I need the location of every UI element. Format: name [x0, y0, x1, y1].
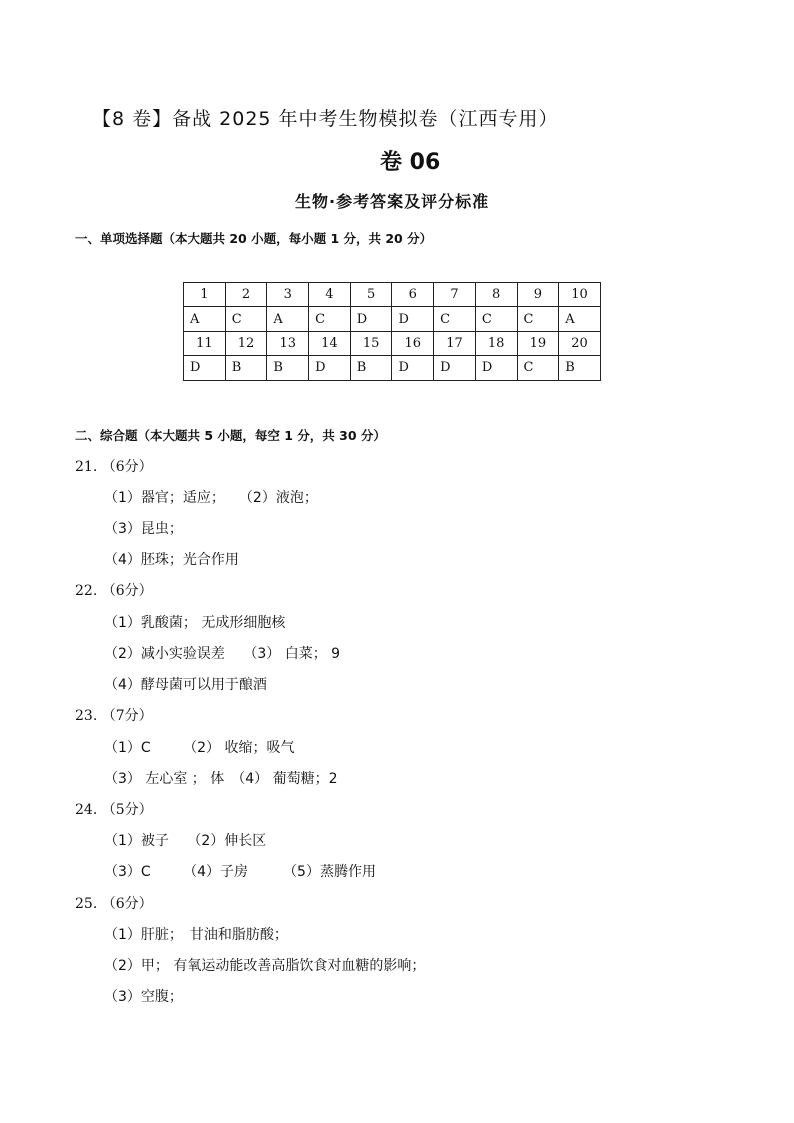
answer-line: （4）酵母菌可以用于酿酒 — [104, 677, 267, 693]
question-number: 18 — [475, 331, 517, 355]
answer-cell: D — [309, 356, 351, 380]
answer-cell: D — [392, 307, 434, 331]
question-number: 19 — [517, 331, 559, 355]
answer-cell: C — [517, 307, 559, 331]
question-number: 15 — [350, 331, 392, 355]
section1-title: 一、单项选择题（本大题共 20 小题，每小题 1 分，共 20 分） — [75, 231, 433, 246]
question-number: 7 — [434, 283, 476, 307]
answer-cell: C — [517, 356, 559, 380]
series-title: 【8 卷】备战 2025 年中考生物模拟卷（江西专用） — [92, 108, 559, 130]
table-row — [184, 283, 601, 307]
question-number: 1 — [184, 283, 226, 307]
answer-cell: B — [267, 356, 309, 380]
question-25-header: 25. （6分） — [75, 896, 153, 912]
question-number: 8 — [475, 283, 517, 307]
question-number: 6 — [392, 283, 434, 307]
paper-number: 卷 06 — [380, 150, 441, 175]
question-number: 5 — [350, 283, 392, 307]
answer-cell: C — [475, 307, 517, 331]
answer-line: （1）乳酸菌； 无成形细胞核 — [104, 615, 286, 631]
question-number: 2 — [225, 283, 267, 307]
answer-cell: B — [559, 356, 601, 380]
answer-cell: A — [559, 307, 601, 331]
answer-line: （3）C （4）子房 （5）蒸腾作用 — [104, 864, 376, 880]
answer-line: （1）被子 （2）伸长区 — [104, 833, 267, 849]
answer-cell: D — [392, 356, 434, 380]
question-number: 20 — [559, 331, 601, 355]
question-number: 3 — [267, 283, 309, 307]
answer-line: （1）器官；适应； （2）液泡； — [104, 490, 318, 506]
answer-cell: C — [309, 307, 351, 331]
question-24-header: 24. （5分） — [75, 802, 153, 818]
answer-cell: D — [434, 356, 476, 380]
answer-line: （4）胚珠；光合作用 — [104, 552, 239, 568]
answer-cell: A — [184, 307, 226, 331]
question-number: 12 — [225, 331, 267, 355]
page-subtitle: 生物·参考答案及评分标准 — [295, 192, 490, 211]
answer-line: （1）肝脏； 甘油和脂肪酸； — [104, 927, 288, 943]
answer-table — [183, 282, 601, 381]
question-number: 9 — [517, 283, 559, 307]
question-number: 4 — [309, 283, 351, 307]
question-number: 17 — [434, 331, 476, 355]
question-number: 11 — [184, 331, 226, 355]
table-row — [184, 307, 601, 331]
question-23-header: 23. （7分） — [75, 708, 153, 724]
answer-cell: B — [350, 356, 392, 380]
question-number: 16 — [392, 331, 434, 355]
answer-line: （1）C （2） 收缩；吸气 — [104, 740, 295, 756]
answer-line: （3）空腹； — [104, 989, 183, 1005]
table-row — [184, 356, 601, 380]
question-22-header: 22. （6分） — [75, 583, 153, 599]
answer-line: （3）昆虫； — [104, 521, 183, 537]
answer-line: （2）减小实验误差 （3） 白菜； 9 — [104, 646, 341, 662]
question-number: 14 — [309, 331, 351, 355]
answer-line: （3） 左心室 ； 体 （4） 葡萄糖；2 — [104, 771, 338, 787]
question-number: 10 — [559, 283, 601, 307]
answer-line: （2）甲； 有氧运动能改善高脂饮食对血糖的影响； — [104, 958, 426, 974]
question-21-header: 21. （6分） — [75, 459, 153, 475]
question-number: 13 — [267, 331, 309, 355]
table-row — [184, 331, 601, 355]
answer-cell: C — [225, 307, 267, 331]
answer-cell: D — [475, 356, 517, 380]
answer-cell: D — [184, 356, 226, 380]
section2-title: 二、综合题（本大题共 5 小题，每空 1 分，共 30 分） — [75, 428, 386, 443]
answer-cell: D — [350, 307, 392, 331]
answer-cell: B — [225, 356, 267, 380]
answer-cell: C — [434, 307, 476, 331]
answer-cell: A — [267, 307, 309, 331]
